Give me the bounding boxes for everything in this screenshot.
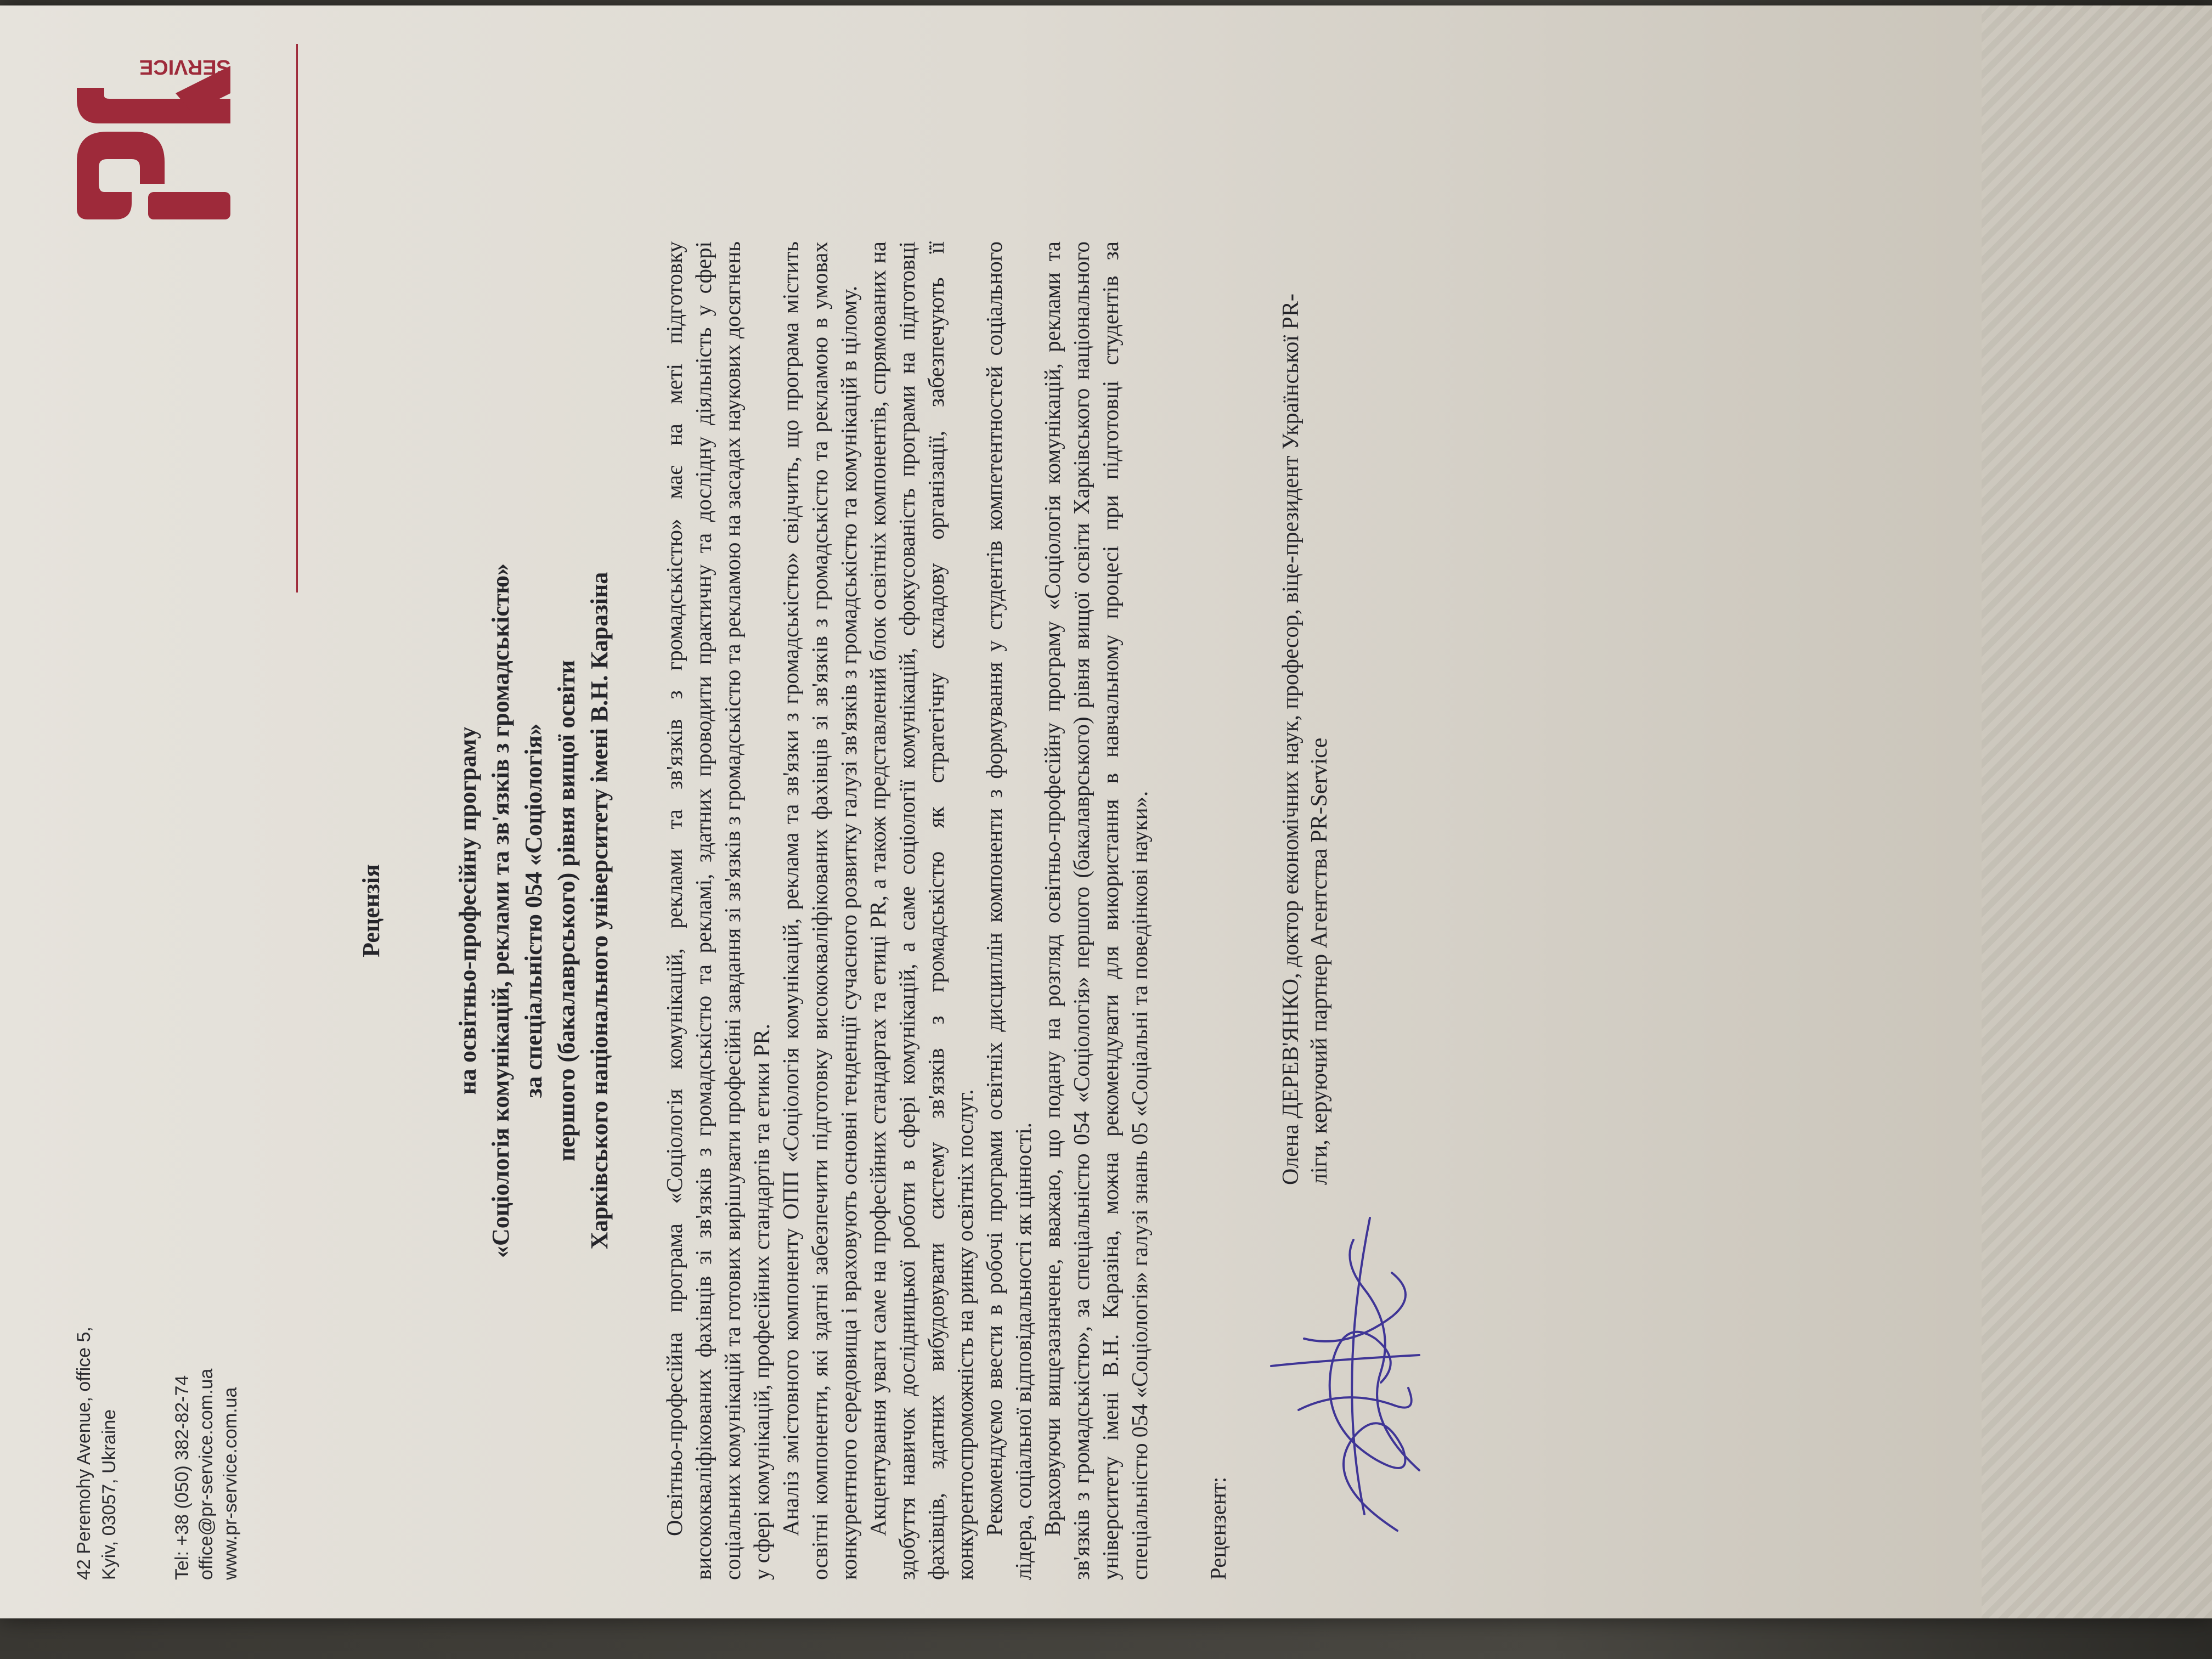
document-title: Рецензія [358,864,385,957]
subtitle-line: на освітньо-професійну програму [454,726,481,1095]
address-line: Kyiv, 03057, Ukraine [99,1409,120,1580]
paper-sheet [0,5,2212,1618]
contacts-block [170,1369,242,1580]
logo-text: SERVICE [139,55,230,78]
subtitle-line: за спеціальністю 054 «Соціологія» [520,723,547,1098]
pr-service-logo [66,49,247,225]
handwritten-signature [1255,1207,1430,1547]
letter-page [55,33,2172,1613]
subtitle-line: першого (бакалаврського) рівня вищої освіти [553,660,580,1161]
phone-text: Tel: +38 (050) 382-82-74 [172,1375,193,1580]
website-text: www.pr-service.com.ua [220,1387,241,1580]
signature-row [1255,241,1485,1580]
subtitle-line: Харківського національного університету імені В.Н. Каразіна [586,572,613,1250]
paragraph: Акцентування уваги саме на професійних стандартах та етиці PR, а також представлений блок освітніх компонентів, спрямованих на здобуття навичок дослідницької роботи в сфері комунікацій, а саме соціології комунікацій, сфокусованість програми на підготовці фахівців, здатних вибудовувати систему зв'язків з громадськістю як стратегічну складову організації, забезпечують її конкурентоспроможність на ринку освітніх послуг. [865,241,978,1580]
document-body [340,241,1485,1580]
letterhead [55,33,340,1613]
subtitle-line: «Соціологія комунікацій, реклами та зв'язків з громадськістю» [487,563,514,1258]
signatory-text: Олена ДЕРЕВ'ЯНКО, доктор економічних наук, професор, віце-президент Української PR-ліги, керуючий партнер Агентства PR-Service [1278,294,1332,1185]
address-line: 42 Peremohy Avenue, office 5, [74,1327,94,1580]
review-text [660,241,1154,1580]
paragraph: Враховуючи вищезазначене, вважаю, що подану на розгляд освітньо-професійну програму «Соціологія комунікацій, реклами та зв'язків з громадськістю», за спеціальністю 054 «Соціологія» першого (бакалаврського) рівня вищої освіти Харківського національного університету імені В.Н. Каразіна, можна рекомендувати для використання в навчальному процесі при підготовці студентів за спеціальністю 054 «Соціологія» галузі знань 05 «Соціальні та поведінкові науки». [1040,241,1152,1580]
email-text: office@pr-service.com.ua [196,1368,217,1580]
header-divider [296,44,298,592]
subtitle-block [452,241,616,1580]
address-block [71,1327,122,1580]
reviewer-label: Рецензент: [1205,1476,1231,1580]
paragraph: Рекомендуємо ввести в робочі програми освітніх дисциплін компоненти з формування у студентів компетентностей соціального лідера, соціальної відповідальності як цінності. [981,241,1036,1580]
paragraph: Освітньо-професійна програма «Соціологія комунікацій, реклами та зв'язків з громадськістю» має на меті підготовку висококваліфікованих фахівців зі зв'язків з громадськістю та рекламі, здатних проводити практичну та дослідну діяльність у сфері соціальних комунікацій та готових вирішувати професійні завдання зі зв'язків з громадськістю та рекламою на засадах наукових досягнень у сфері комунікацій, професійних стандартів та етики PR. [662,241,774,1580]
paragraph: Аналіз змістовного компоненту ОПП «Соціологія комунікацій, реклама та зв'язки з громадськістю» свідчить, що програма містить освітні компоненти, які здатні забезпечити підготовку висококваліфікованих фахівців зі зв'язків з громадськістю та рекламою в умовах конкурентного середовища і враховують основні тенденції сучасного розвитку галузі зв'язків з громадськістю та комунікацій в цілому. [778,241,861,1580]
